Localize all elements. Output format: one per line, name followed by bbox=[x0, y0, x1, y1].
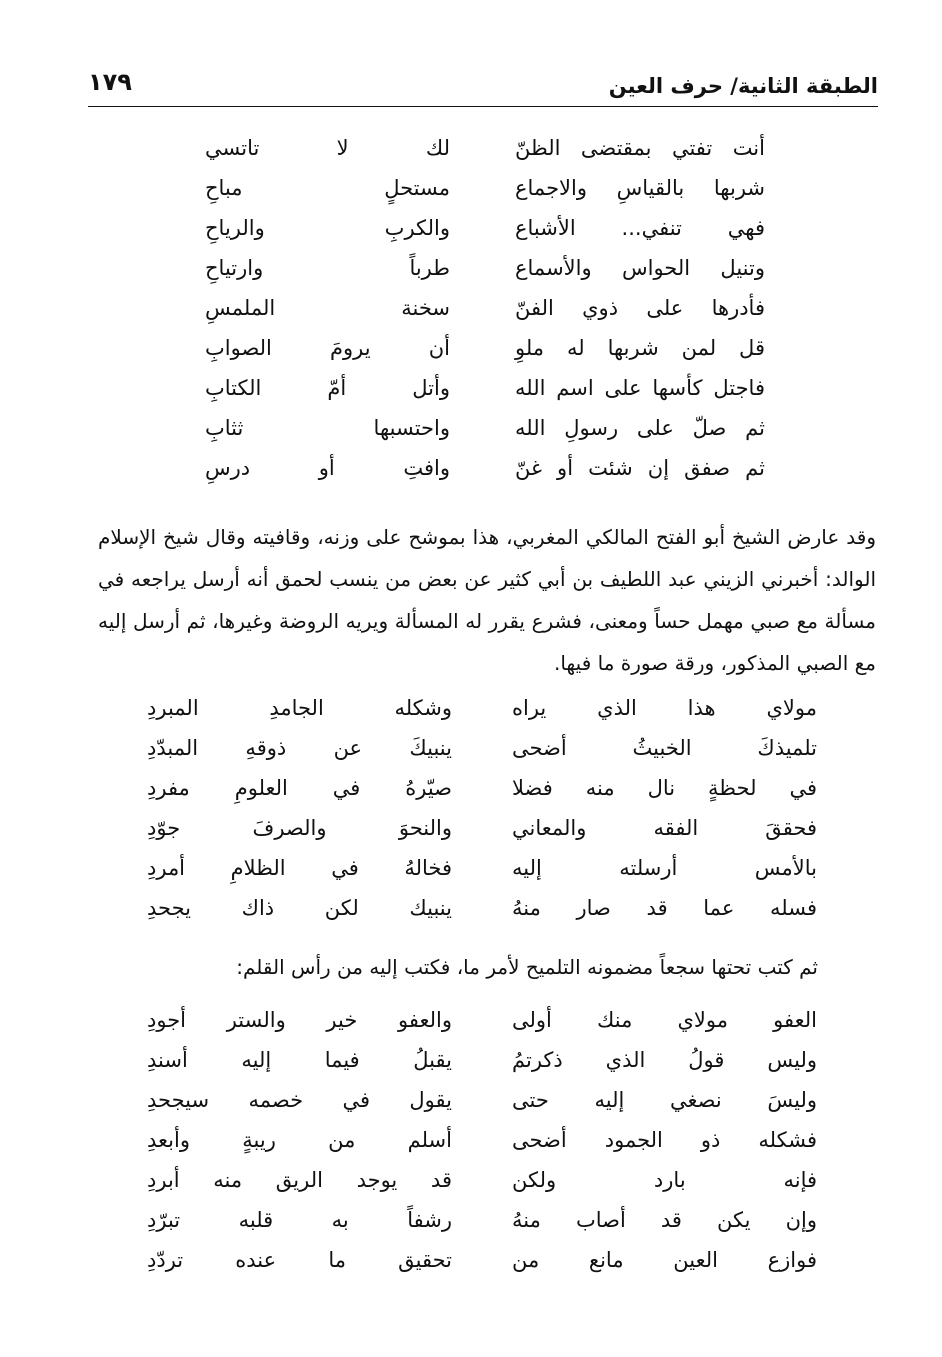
first-hemistich: بالأمس أرسلته إليه bbox=[512, 856, 817, 880]
second-hemistich: والعفو خير والستر أجودِ bbox=[147, 1008, 452, 1032]
first-hemistich: وإن يكن قد أصاب منهُ bbox=[512, 1208, 817, 1232]
first-hemistich: وليسَ نصغي إليه حتى bbox=[512, 1088, 817, 1112]
first-hemistich: فحققَ الفقه والمعاني bbox=[512, 816, 817, 840]
second-hemistich: وشكله الجامدِ المبردِ bbox=[147, 696, 452, 720]
second-hemistich: والكربِ والرياحِ bbox=[205, 216, 450, 240]
first-hemistich: فشكله ذو الجمود أضحى bbox=[512, 1128, 817, 1152]
verse bbox=[145, 1080, 817, 1120]
first-hemistich: فإنه بارد ولكن bbox=[512, 1168, 817, 1192]
second-hemistich: يقبلُ فيما إليه أسندِ bbox=[147, 1048, 452, 1072]
verse bbox=[145, 1160, 817, 1200]
verse bbox=[145, 728, 817, 768]
verse bbox=[150, 248, 765, 288]
first-hemistich: تلميذكَ الخبيثُ أضحى bbox=[512, 736, 817, 760]
first-hemistich: العفو مولاي منك أولى bbox=[512, 1008, 817, 1032]
second-hemistich: وأتل أمّ الكتابِ bbox=[205, 376, 450, 400]
verse bbox=[145, 888, 817, 928]
second-hemistich: وافتِ أو درسِ bbox=[205, 456, 450, 480]
first-hemistich: وتنيل الحواس والأسماع bbox=[515, 256, 765, 280]
page-number: ١٧٩ bbox=[88, 68, 132, 96]
second-hemistich: فخالهُ في الظلامِ أمردِ bbox=[147, 856, 452, 880]
header-rule bbox=[88, 106, 878, 107]
prose-paragraph: وقد عارض الشيخ أبو الفتح المالكي المغربي، هذا بموشح على وزنه، وقافيته وقال شيخ الإسلام الوالد: أخبرني الزيني عبد اللطيف بن أبي كثير عن بعض من ينسب لحمق أنه أرسل يراجعه في مسألة مع صبي مهمل حساً ومعنى، فشرع يقرر له المسألة ويريه الروضة وغيرها، ثم أرسل إليه مع الصبي المذكور، ورقة صورة ما فيها. bbox=[98, 525, 876, 675]
first-hemistich: مولاي هذا الذي يراه bbox=[512, 696, 817, 720]
verse bbox=[150, 208, 765, 248]
verse bbox=[150, 128, 765, 168]
running-title: الطبقة الثانية/ حرف العين bbox=[608, 74, 878, 98]
first-hemistich: وليس قولُ الذي ذكرتمُ bbox=[512, 1048, 817, 1072]
second-hemistich: ينبيك لكن ذاك يجحدِ bbox=[147, 896, 452, 920]
second-hemistich: أسلم من ريبةٍ وأبعدِ bbox=[147, 1128, 452, 1152]
verse bbox=[150, 448, 765, 488]
first-hemistich: فأدرها على ذوي الفنّ bbox=[515, 296, 765, 320]
first-hemistich: فهي تنفي... الأشباع bbox=[515, 216, 765, 240]
second-hemistich: مستحلٍ مباحِ bbox=[205, 176, 450, 200]
verse bbox=[145, 1120, 817, 1160]
verse bbox=[150, 328, 765, 368]
first-hemistich: أنت تفتي بمقتضى الظنّ bbox=[515, 136, 765, 160]
second-hemistich: صيّرهُ في العلومِ مفردِ bbox=[147, 776, 452, 800]
first-hemistich: ثم صلّ على رسولِ الله bbox=[515, 416, 765, 440]
reply-intro: ثم كتب تحتها سجعاً مضمونه التلميح لأمر ما، فكتب إليه من رأس القلم: bbox=[236, 955, 818, 979]
verse bbox=[150, 408, 765, 448]
verse bbox=[145, 768, 817, 808]
poem-muwashshah bbox=[150, 128, 765, 488]
verse bbox=[145, 1000, 817, 1040]
first-hemistich: في لحظةٍ نال منه فضلا bbox=[512, 776, 817, 800]
first-hemistich: ثم صفق إن شئت أو غنّ bbox=[515, 456, 765, 480]
second-hemistich: يقول في خصمه سيجحدِ bbox=[147, 1088, 452, 1112]
second-hemistich: أن يرومَ الصوابِ bbox=[205, 336, 450, 360]
second-hemistich: ينبيكَ عن ذوقهِ المبدّدِ bbox=[147, 736, 452, 760]
first-hemistich: فسله عما قد صار منهُ bbox=[512, 896, 817, 920]
verse bbox=[150, 168, 765, 208]
verse bbox=[145, 688, 817, 728]
verse bbox=[145, 1040, 817, 1080]
second-hemistich: والنحوَ والصرفَ جوّدِ bbox=[147, 816, 452, 840]
second-hemistich: رشفاً به قلبه تبرّدِ bbox=[147, 1208, 452, 1232]
page-header bbox=[88, 62, 878, 106]
verse bbox=[150, 288, 765, 328]
second-hemistich: واحتسبها ثثابِ bbox=[205, 416, 450, 440]
first-hemistich: قل لمن شربها له ملوِ bbox=[515, 336, 765, 360]
poem-reply bbox=[145, 1000, 817, 1280]
second-hemistich: طرباً وارتياحِ bbox=[205, 256, 450, 280]
second-hemistich: سخنة الملمسِ bbox=[205, 296, 450, 320]
second-hemistich: تحقيق ما عنده تردّدِ bbox=[147, 1248, 452, 1272]
first-hemistich: فوازع العين مانع من bbox=[512, 1248, 817, 1272]
verse bbox=[145, 808, 817, 848]
first-hemistich: فاجتل كأسها على اسم الله bbox=[515, 376, 765, 400]
verse bbox=[145, 1200, 817, 1240]
second-hemistich: لك لا تاتسي bbox=[205, 136, 450, 160]
second-hemistich: قد يوجد الريق منه أبردِ bbox=[147, 1168, 452, 1192]
verse bbox=[145, 1240, 817, 1280]
first-hemistich: شربها بالقياسِ والاجماع bbox=[515, 176, 765, 200]
poem-letter bbox=[145, 688, 817, 928]
verse bbox=[150, 368, 765, 408]
verse bbox=[145, 848, 817, 888]
